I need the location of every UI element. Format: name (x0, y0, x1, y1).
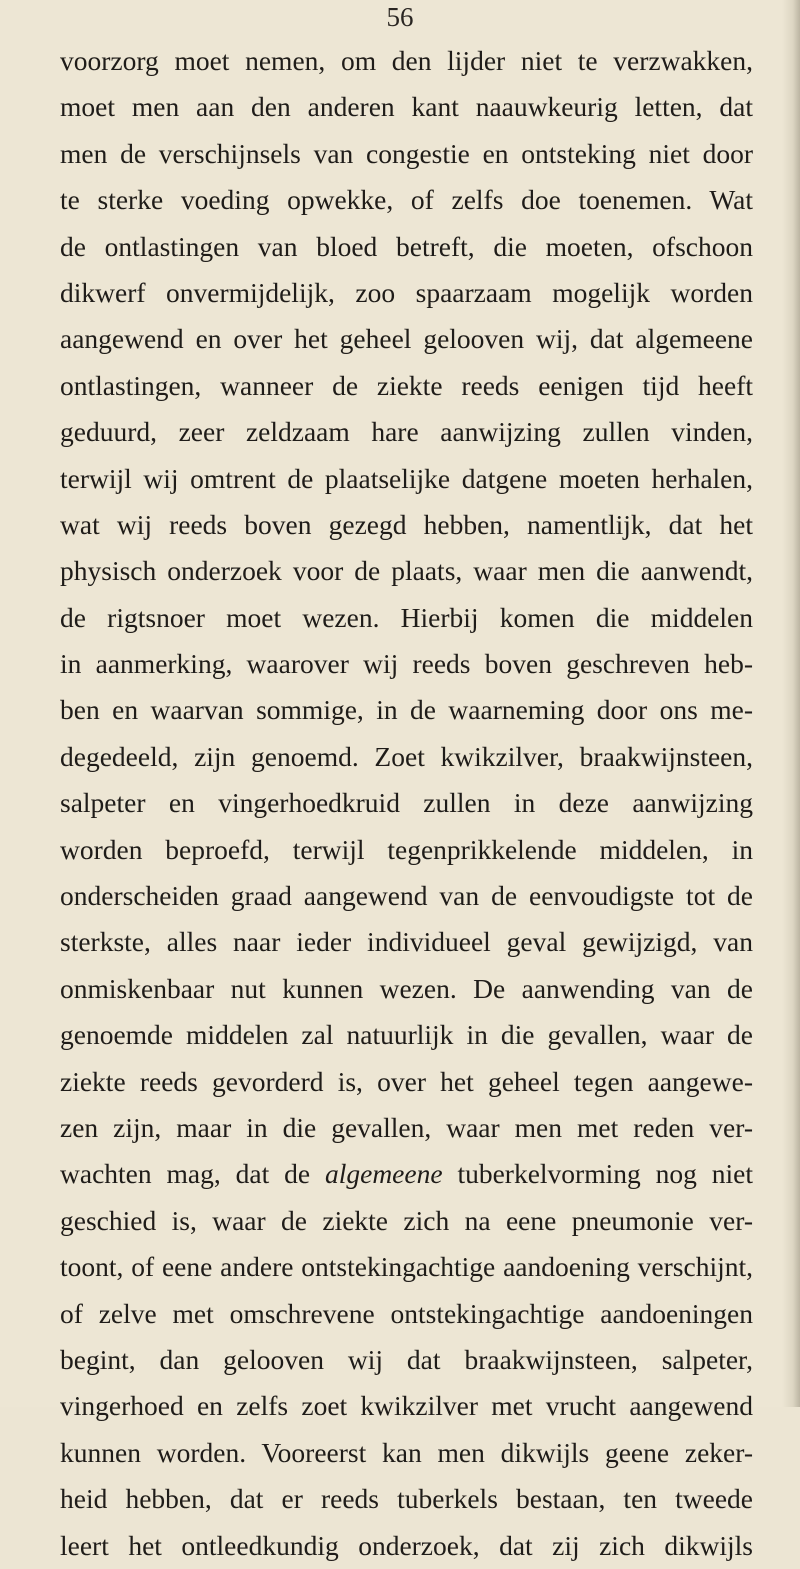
text-line: sterkste, alles naar ieder individueel geval gewijzigd, van (60, 926, 753, 958)
text-line: genoemde middelen zal natuurlijk in die gevallen, waar de (60, 1019, 753, 1051)
text-line: begint, dan gelooven wij dat braakwijnsteen, salpeter, (60, 1343, 753, 1375)
text-line: salpeter en vingerhoedkruid zullen in deze aanwijzing (60, 787, 753, 819)
text-line: ziekte reeds gevorderd is, over het geheel tegen aangewe- (60, 1065, 753, 1097)
text-line: worden beproefd, terwijl tegenprikkelende middelen, in (60, 833, 753, 865)
text-line: zen zijn, maar in die gevallen, waar men met reden ver- (60, 1111, 753, 1143)
text-line: geduurd, zeer zeldzaam hare aanwijzing zullen vinden, (60, 416, 753, 448)
text-line: in aanmerking, waarover wij reeds boven geschreven heb- (60, 648, 753, 680)
text-line: terwijl wij omtrent de plaatselijke datgene moeten herhalen, (60, 462, 753, 494)
body-text (60, 38, 753, 1569)
text-segment: tuberkelvorming nog niet (442, 1158, 754, 1190)
text-line: geschied is, waar de ziekte zich na eene pneumonie ver- (60, 1204, 753, 1236)
text-line: moet men aan den anderen kant naauwkeurig letten, dat (60, 91, 753, 123)
text-line: ben en waarvan sommige, in de waarneming door ons me- (60, 694, 753, 726)
text-line: vingerhoed en zelfs zoet kwikzilver met vrucht aangewend (60, 1390, 753, 1422)
text-line: wat wij reeds boven gezegd hebben, namentlijk, dat het (60, 508, 753, 540)
text-line-with-emphasis (60, 1151, 753, 1197)
text-line: leert het ontleedkundig onderzoek, dat zij zich dikwijls (60, 1529, 753, 1561)
text-segment: wachten mag, dat de (60, 1158, 325, 1190)
text-line: degedeeld, zijn genoemd. Zoet kwikzilver, braakwijnsteen, (60, 740, 753, 772)
page-number: 56 (386, 2, 414, 32)
text-line: de ontlastingen van bloed betreft, die moeten, ofschoon (60, 230, 753, 262)
text-line: heid hebben, dat er reeds tuberkels bestaan, ten tweede (60, 1483, 753, 1515)
text-line: kunnen worden. Vooreerst kan men dikwijls geene zeker- (60, 1436, 753, 1468)
text-line: onmiskenbaar nut kunnen wezen. De aanwending van de (60, 972, 753, 1004)
text-line: ontlastingen, wanneer de ziekte reeds eenigen tijd heeft (60, 369, 753, 401)
text-line: men de verschijnsels van congestie en ontsteking niet door (60, 137, 753, 169)
text-line: de rigtsnoer moet wezen. Hierbij komen die middelen (60, 601, 753, 633)
text-line: dikwerf onvermijdelijk, zoo spaarzaam mogelijk worden (60, 276, 753, 308)
text-line: voorzorg moet nemen, om den lijder niet te verzwakken, (60, 45, 753, 76)
italic-emphasis: algemeene (324, 1158, 443, 1190)
text-line: onderscheiden graad aangewend van de eenvoudigste tot de (60, 880, 753, 912)
page-edge-shadow (782, 0, 800, 1407)
text-line: physisch onderzoek voor de plaats, waar men die aanwendt, (60, 555, 753, 587)
text-line: toont, of eene andere ontstekingachtige aandoening verschijnt, (60, 1251, 753, 1283)
text-line: te sterke voeding opwekke, of zelfs doe toenemen. Wat (60, 184, 753, 216)
text-line: of zelve met omschrevene ontstekingachtige aandoeningen (60, 1297, 753, 1329)
text-line: aangewend en over het geheel gelooven wij, dat algemeene (60, 323, 753, 355)
